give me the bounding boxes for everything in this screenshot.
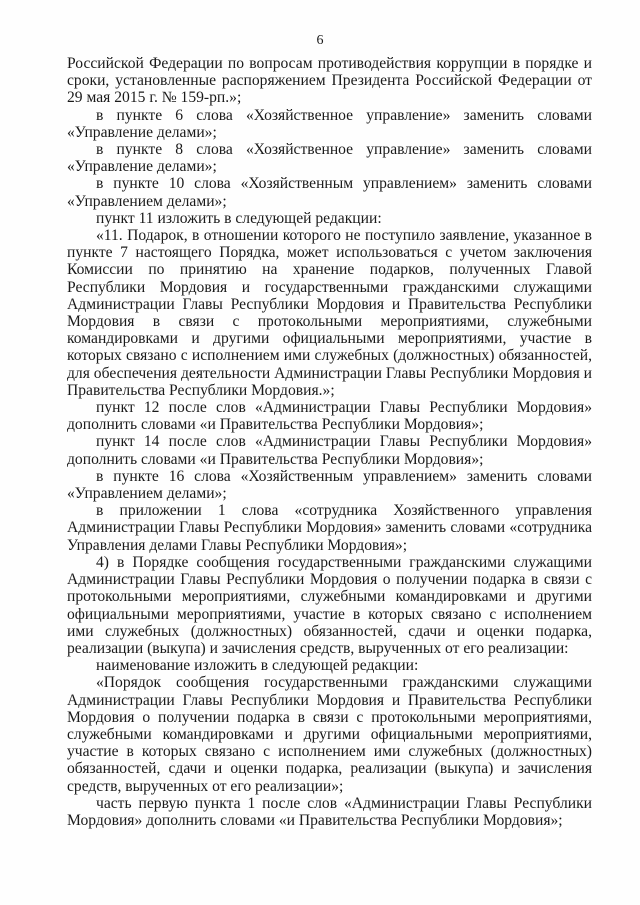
- paragraph: пункт 11 изложить в следующей редакции:: [96, 209, 382, 227]
- paragraph: в приложении 1 слова «сотрудника Хозяйственного управления Администрации Главы Республики Мордовия» заменить словами «сотрудника Управления делами Главы Республики Мордовия»;: [67, 502, 592, 554]
- paragraph: в пункте 8 слова «Хозяйственное управление» заменить словами «Управление делами»;: [67, 141, 592, 176]
- page-number: 6: [316, 33, 324, 48]
- paragraph: «Порядок сообщения государственными гражданскими служащими Администрации Главы Республики Мордовия и Правительства Республики Мордовия о получении подарка в связи с протокольными мероприятиями, служебными командировками и другими официальными мероприятиями, участие в которых связано с исполнением ими служебных (должностных) обязанностей, сдачи и оценки подарка, реализации (выкупа) и зачисления средств, вырученных от его реализации»;: [67, 674, 592, 795]
- paragraph: пункт 14 после слов «Администрации Главы Республики Мордовия» дополнить словами «и Правительства Республики Мордовия»;: [67, 433, 592, 468]
- paragraph: Российской Федерации по вопросам противодействия коррупции в порядке и сроки, установленные распоряжением Президента Российской Федерации от 29 мая 2015 г. № 159-рп.»;: [67, 55, 592, 107]
- paragraph: в пункте 10 слова «Хозяйственным управлением» заменить словами «Управлением делами»;: [67, 175, 592, 210]
- paragraph: наименование изложить в следующей редакции:: [96, 657, 419, 675]
- paragraph: пункт 12 после слов «Администрации Главы Республики Мордовия» дополнить словами «и Правительства Республики Мордовия»;: [67, 399, 592, 434]
- document-body: [67, 55, 592, 829]
- paragraph: в пункте 16 слова «Хозяйственным управлением» заменить словами «Управлением делами»;: [67, 467, 592, 503]
- paragraph: часть первую пункта 1 после слов «Администрации Главы Республики Мордовия» дополнить словами «и Правительства Республики Мордовия»;: [67, 794, 592, 829]
- paragraph: в пункте 6 слова «Хозяйственное управление» заменить словами «Управление делами»;: [67, 106, 592, 141]
- paragraph: 4) в Порядке сообщения государственными гражданскими служащими Администрации Главы Республики Мордовия о получении подарка в связи с протокольными мероприятиями, служебными командировками и другими официальными мероприятиями, участие в которых связано с исполнением ими служебных (должностных) обязанностей, сдачи и оценки подарка, реализации (выкупа) и зачисления средств, вырученных от его реализации:: [67, 553, 592, 657]
- paragraph: «11. Подарок, в отношении которого не поступило заявление, указанное в пункте 7 настоящего Порядка, может использоваться с учетом заключения Комиссии по принятию на хранение подарков, полученных Главой Республики Мордовия и государственными гражданскими служащими Администрации Главы Республики Мордовия и Правительства Республики Мордовия в связи с протокольными мероприятиями, служебными командировками и другими официальными мероприятиями, участие в которых связано с исполнением ими служебных (должностных) обязанностей, для обеспечения деятельности Администрации Главы Республики Мордовия и Правительства Республики Мордовия.»;: [67, 227, 592, 399]
